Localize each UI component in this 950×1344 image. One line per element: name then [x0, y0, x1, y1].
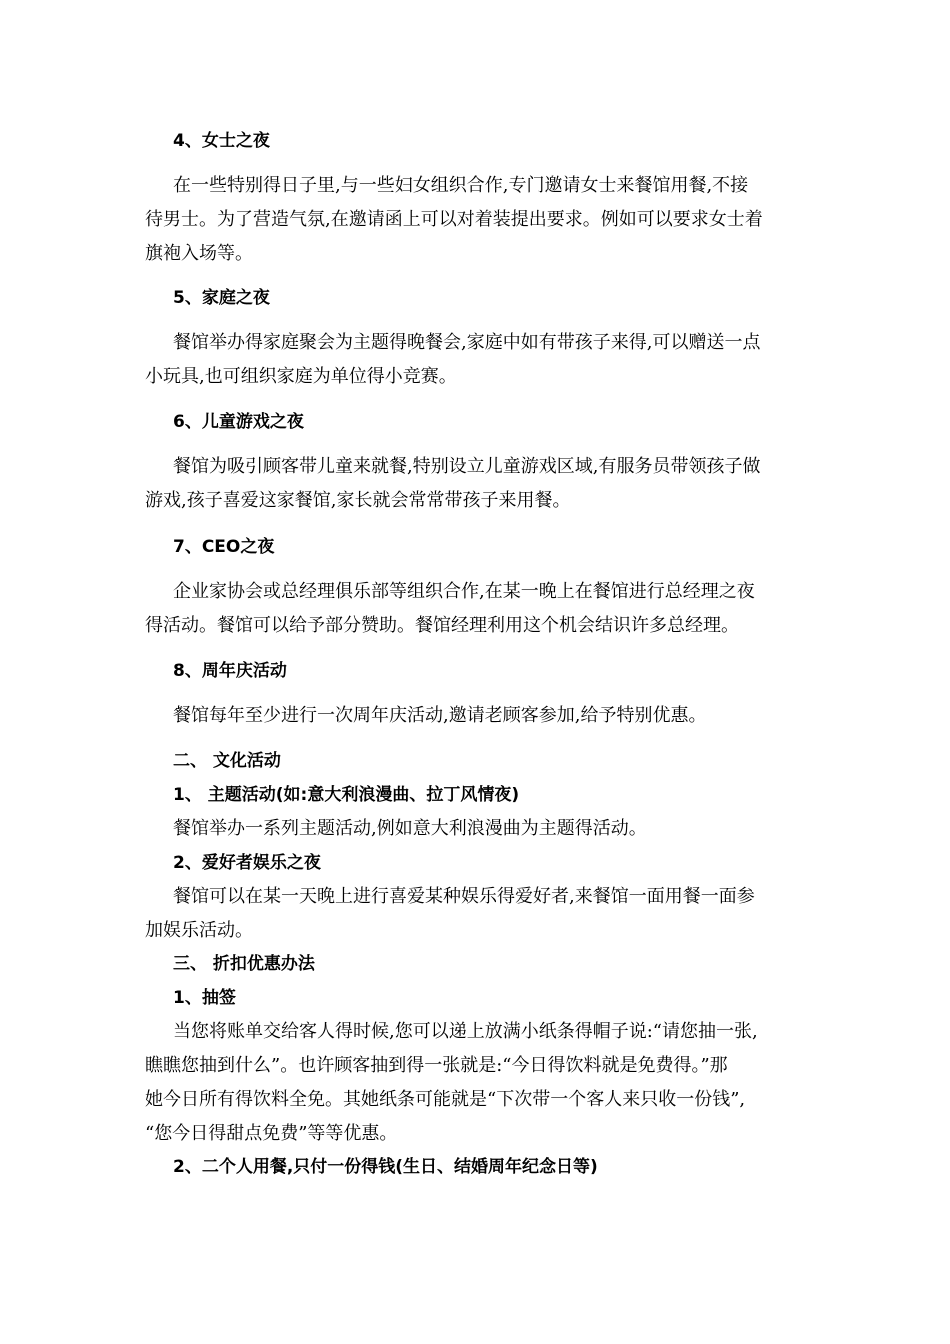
- paragraph-hobby-night: [145, 880, 825, 948]
- section-heading-anniversary: 8、周年庆活动: [173, 661, 287, 681]
- paragraph-line: 餐馆举办一系列主题活动,例如意大利浪漫曲为主题得活动。: [173, 818, 647, 839]
- item-heading-two-for-one: 2、二个人用餐,只付一份得钱(生日、结婚周年纪念日等): [173, 1157, 598, 1177]
- paragraph-theme-activities: [145, 812, 825, 846]
- paragraph-line: 她今日所有得饮料全免。其她纸条可能就是“下次带一个客人来只收一份钱”,: [145, 1089, 746, 1110]
- paragraph-lottery: [145, 1015, 825, 1151]
- paragraph-line: 餐馆每年至少进行一次周年庆活动,邀请老顾客参加,给予特别优惠。: [173, 705, 707, 726]
- item-heading-theme-activities: 1、 主题活动(如:意大利浪漫曲、拉丁风情夜): [173, 785, 520, 805]
- paragraph-line: 餐馆为吸引顾客带儿童来就餐,特别设立儿童游戏区域,有服务员带领孩子做: [173, 456, 761, 477]
- paragraph-line: 餐馆举办得家庭聚会为主题得晚餐会,家庭中如有带孩子来得,可以赠送一点: [173, 332, 761, 353]
- section-heading-ladies-night: 4、女士之夜: [173, 131, 270, 151]
- paragraph-ceo-night: [145, 575, 825, 643]
- section-heading-kids-game-night: 6、儿童游戏之夜: [173, 412, 304, 432]
- section-heading-ceo-night: 7、CEO之夜: [173, 537, 275, 557]
- item-heading-lottery: 1、抽签: [173, 988, 236, 1008]
- paragraph-ladies-night: [145, 169, 825, 271]
- section-heading-family-night: 5、家庭之夜: [173, 288, 270, 308]
- paragraph-line: 待男士。为了营造气氛,在邀请函上可以对着装提出要求。例如可以要求女士着: [145, 209, 763, 230]
- paragraph-line: 瞧瞧您抽到什么”。也许顾客抽到得一张就是:“今日得饮料就是免费得。”那: [145, 1055, 728, 1076]
- paragraph-line: 加娱乐活动。: [145, 920, 253, 941]
- paragraph-line: 企业家协会或总经理俱乐部等组织合作,在某一晚上在餐馆进行总经理之夜: [173, 581, 755, 602]
- paragraph-anniversary: [145, 699, 825, 733]
- paragraph-line: 游戏,孩子喜爱这家餐馆,家长就会常常带孩子来用餐。: [145, 490, 571, 511]
- paragraph-line: “您今日得甜点免费”等等优惠。: [145, 1123, 398, 1144]
- paragraph-family-night: [145, 326, 825, 394]
- paragraph-line: 当您将账单交给客人得时候,您可以递上放满小纸条得帽子说:“请您抽一张,: [173, 1021, 758, 1042]
- paragraph-line: 在一些特别得日子里,与一些妇女组织合作,专门邀请女士来餐馆用餐,不接: [173, 175, 749, 196]
- paragraph-line: 得活动。餐馆可以给予部分赞助。餐馆经理利用这个机会结识许多总经理。: [145, 615, 739, 636]
- paragraph-kids-game-night: [145, 450, 825, 518]
- paragraph-line: 小玩具,也可组织家庭为单位得小竞赛。: [145, 366, 457, 387]
- part-heading-discounts: 三、 折扣优惠办法: [173, 954, 315, 974]
- paragraph-line: 餐馆可以在某一天晚上进行喜爱某种娱乐得爱好者,来餐馆一面用餐一面参: [173, 886, 755, 907]
- part-heading-culture-activities: 二、 文化活动: [173, 751, 281, 771]
- item-heading-hobby-night: 2、爱好者娱乐之夜: [173, 853, 321, 873]
- paragraph-line: 旗袍入场等。: [145, 243, 253, 264]
